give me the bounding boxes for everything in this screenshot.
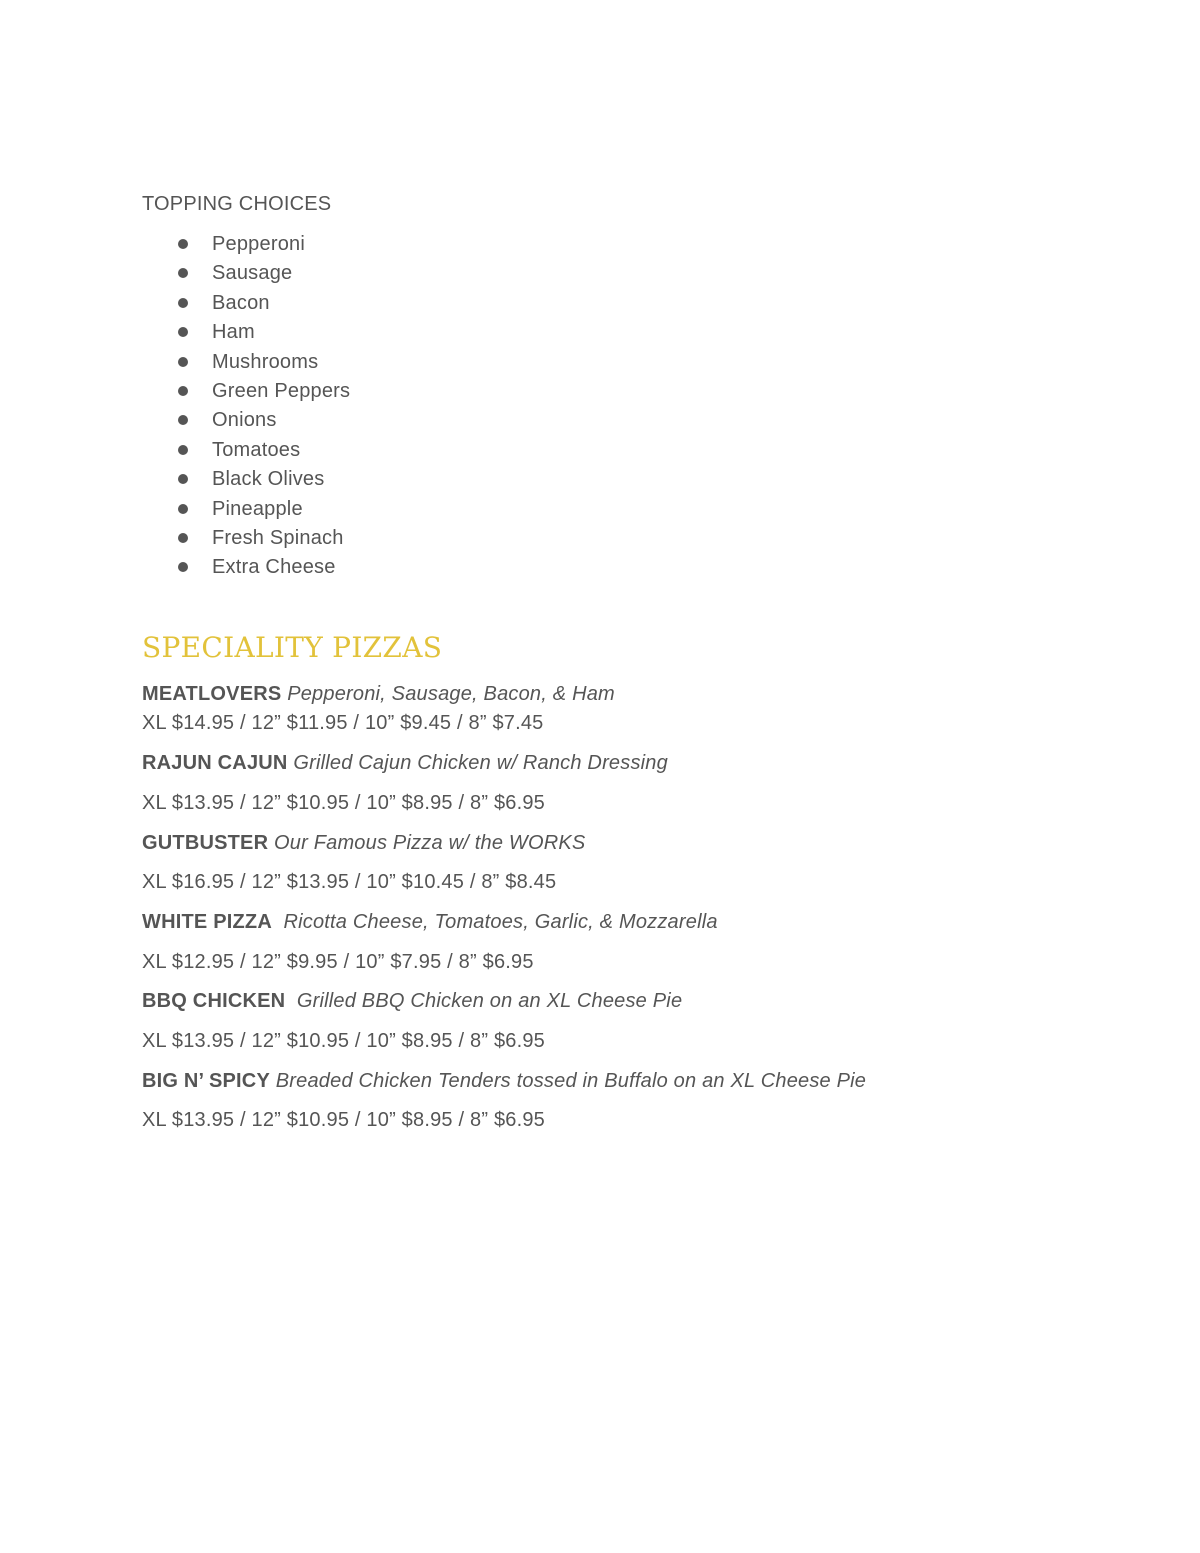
topping-label: Black Olives [212, 468, 325, 491]
list-item [142, 467, 350, 496]
topping-label: Onions [212, 409, 277, 432]
bullet-icon [178, 239, 188, 249]
list-item [142, 555, 350, 584]
pizza-prices: XL $13.95 / 12” $10.95 / 10” $8.95 / 8” $6.95 [142, 1109, 545, 1131]
bullet-icon [178, 386, 188, 396]
bullet-icon [178, 357, 188, 367]
pizza-prices: XL $14.95 / 12” $11.95 / 10” $9.45 / 8” $7.45 [142, 712, 544, 734]
pizza-prices: XL $13.95 / 12” $10.95 / 10” $8.95 / 8” $6.95 [142, 792, 545, 814]
list-item [142, 497, 350, 526]
topping-label: Extra Cheese [212, 556, 336, 579]
pizza-description: Breaded Chicken Tenders tossed in Buffalo on an XL Cheese Pie [275, 1070, 867, 1092]
pizza-name: WHITE PIZZA [142, 911, 272, 933]
section-title: SPECIALITY PIZZAS [142, 631, 443, 664]
topping-label: Pepperoni [212, 233, 305, 255]
list-item [142, 350, 350, 379]
topping-label: Pineapple [212, 497, 303, 520]
list-item [142, 320, 350, 349]
pizza-name: MEATLOVERS [142, 683, 282, 705]
topping-label: Tomatoes [212, 438, 301, 461]
topping-label: Ham [212, 321, 255, 344]
list-item [142, 291, 350, 320]
list-item [142, 261, 350, 290]
pizza-name: RAJUN CAJUN [142, 752, 288, 774]
bullet-icon [178, 562, 188, 572]
pizza-description: Pepperoni, Sausage, Bacon, & Ham [287, 683, 615, 705]
bullet-icon [178, 474, 188, 484]
topping-label: Sausage [212, 262, 293, 285]
list-item [142, 438, 350, 467]
bullet-icon [178, 268, 188, 278]
pizza-name: GUTBUSTER [142, 832, 269, 854]
pizza-prices: XL $12.95 / 12” $9.95 / 10” $7.95 / 8” $6.95 [142, 951, 534, 973]
pizza-name-line [142, 831, 585, 855]
pizza-name-line [142, 751, 668, 775]
bullet-icon [178, 415, 188, 425]
bullet-icon [178, 445, 188, 455]
pizza-name-line [142, 682, 615, 706]
bullet-icon [178, 504, 188, 514]
topping-label: Fresh Spinach [212, 526, 344, 549]
topping-label: Bacon [212, 291, 270, 314]
bullet-icon [178, 533, 188, 543]
toppings-list [142, 232, 350, 585]
topping-label: Green Peppers [212, 379, 351, 402]
pizza-name: BBQ CHICKEN [142, 990, 286, 1012]
pizza-prices: XL $16.95 / 12” $13.95 / 10” $10.45 / 8” $8.45 [142, 871, 557, 893]
pizza-description: Grilled BBQ Chicken on an XL Cheese Pie [296, 990, 683, 1012]
pizza-description: Our Famous Pizza w/ the WORKS [274, 832, 586, 854]
pizza-name: BIG N’ SPICY [142, 1070, 270, 1092]
list-item [142, 408, 350, 437]
pizza-name-line [142, 910, 718, 934]
pizza-name-line [142, 1069, 866, 1093]
pizza-description: Grilled Cajun Chicken w/ Ranch Dressing [293, 752, 668, 774]
toppings-heading: TOPPING CHOICES [142, 193, 332, 215]
pizza-name-line [142, 989, 682, 1013]
list-item [142, 232, 350, 261]
pizza-prices: XL $13.95 / 12” $10.95 / 10” $8.95 / 8” $6.95 [142, 1030, 545, 1052]
bullet-icon [178, 298, 188, 308]
list-item [142, 526, 350, 555]
list-item [142, 379, 350, 408]
pizza-description: Ricotta Cheese, Tomatoes, Garlic, & Mozzarella [283, 911, 718, 933]
topping-label: Mushrooms [212, 350, 319, 373]
bullet-icon [178, 327, 188, 337]
